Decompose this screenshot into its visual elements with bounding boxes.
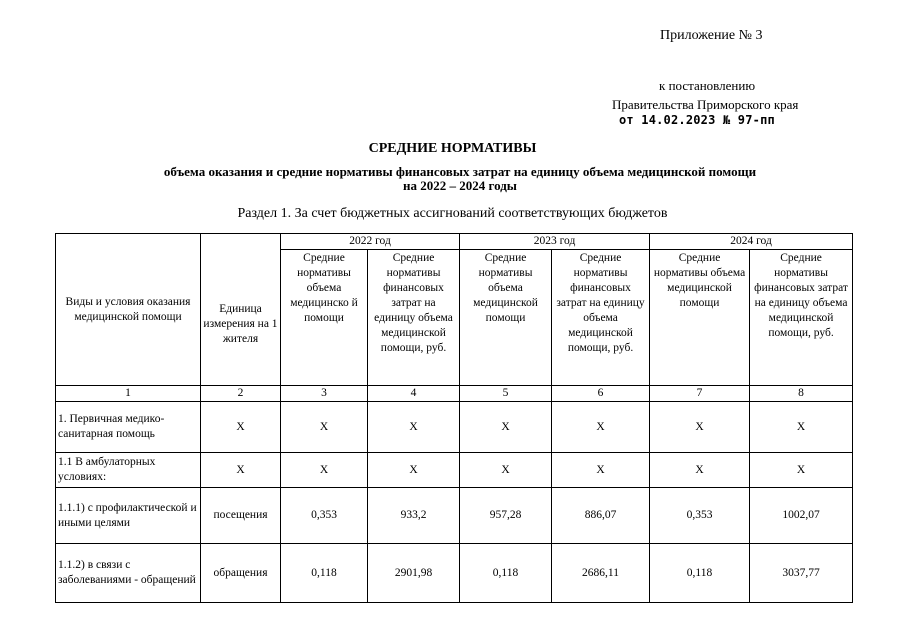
header-volume-2024: Средние нормативы объема медицинской помощи: [650, 250, 750, 386]
norms-table: [55, 233, 853, 603]
table-cell: 933,2: [368, 488, 460, 544]
table-row: [56, 488, 853, 544]
header-volume-2023: Средние нормативы объема медицинской помощи: [460, 250, 552, 386]
year-header-row: [56, 234, 853, 250]
document-title: СРЕДНИЕ НОРМАТИВЫ: [368, 141, 537, 156]
table-cell: Х: [552, 453, 650, 488]
header-cost-2023: Средние нормативы финансовых затрат на единицу объема медицинской помощи, руб.: [552, 250, 650, 386]
table-cell: 0,118: [460, 544, 552, 603]
table-cell: 2686,11: [552, 544, 650, 603]
table-cell: 957,28: [460, 488, 552, 544]
column-number: 2: [201, 386, 281, 402]
table-cell: Х: [281, 402, 368, 453]
document-subtitle: [110, 165, 810, 193]
header-unit: Единица измерения на 1 жителя: [201, 234, 281, 386]
table-cell: Х: [460, 453, 552, 488]
column-number: 8: [750, 386, 853, 402]
column-number-row: [56, 386, 853, 402]
table-cell: 886,07: [552, 488, 650, 544]
resolution-reference: к постановлению: [659, 78, 756, 93]
header-year-2024: 2024 год: [650, 234, 853, 250]
header-year-2022: 2022 год: [281, 234, 460, 250]
table-cell: Х: [750, 402, 853, 453]
column-number: 7: [650, 386, 750, 402]
row-label: 1. Первичная медико-санитарная помощь: [56, 402, 201, 453]
table-cell: Х: [368, 453, 460, 488]
table-cell: Х: [460, 402, 552, 453]
table-cell: 0,118: [650, 544, 750, 603]
table-cell: посещения: [201, 488, 281, 544]
table-cell: Х: [201, 402, 281, 453]
table-cell: 1002,07: [750, 488, 853, 544]
table-cell: Х: [650, 453, 750, 488]
table-cell: 0,353: [281, 488, 368, 544]
header-cost-2022: Средние нормативы финансовых затрат на единицу объема медицинской помощи, руб.: [368, 250, 460, 386]
table-row: [56, 453, 853, 488]
subtitle-line-2: на 2022 – 2024 годы: [403, 178, 517, 193]
header-volume-2022: Средние нормативы объема медицинско й помощи: [281, 250, 368, 386]
table-cell: Х: [368, 402, 460, 453]
table-cell: обращения: [201, 544, 281, 603]
row-label: 1.1.2) в связи с заболеваниями - обращений: [56, 544, 201, 603]
column-number: 1: [56, 386, 201, 402]
column-number: 6: [552, 386, 650, 402]
resolution-date-number: от 14.02.2023 № 97-пп: [619, 113, 775, 127]
appendix-label: Приложение № 3: [660, 28, 763, 43]
row-label: 1.1 В амбулаторных условиях:: [56, 453, 201, 488]
row-label: 1.1.1) с профилактической и иными целями: [56, 488, 201, 544]
subtitle-line-1: объема оказания и средние нормативы финансовых затрат на единицу объема медицинской помощи: [163, 164, 757, 179]
table-cell: Х: [552, 402, 650, 453]
table-cell: 2901,98: [368, 544, 460, 603]
table-cell: Х: [750, 453, 853, 488]
column-number: 4: [368, 386, 460, 402]
header-kind-conditions: Виды и условия оказания медицинской помощи: [56, 234, 201, 386]
column-number: 5: [460, 386, 552, 402]
table-cell: 3037,77: [750, 544, 853, 603]
table-row: [56, 402, 853, 453]
header-year-2023: 2023 год: [460, 234, 650, 250]
section-heading: Раздел 1. За счет бюджетных ассигнований соответствующих бюджетов: [237, 206, 668, 221]
table-cell: 0,353: [650, 488, 750, 544]
government-name: Правительства Приморского края: [612, 97, 799, 112]
table-row: [56, 544, 853, 603]
column-number: 3: [281, 386, 368, 402]
table-cell: Х: [201, 453, 281, 488]
table-cell: Х: [281, 453, 368, 488]
table-cell: 0,118: [281, 544, 368, 603]
table-cell: Х: [650, 402, 750, 453]
header-cost-2024: Средние нормативы финансовых затрат на единицу объема медицинской помощи, руб.: [750, 250, 853, 386]
